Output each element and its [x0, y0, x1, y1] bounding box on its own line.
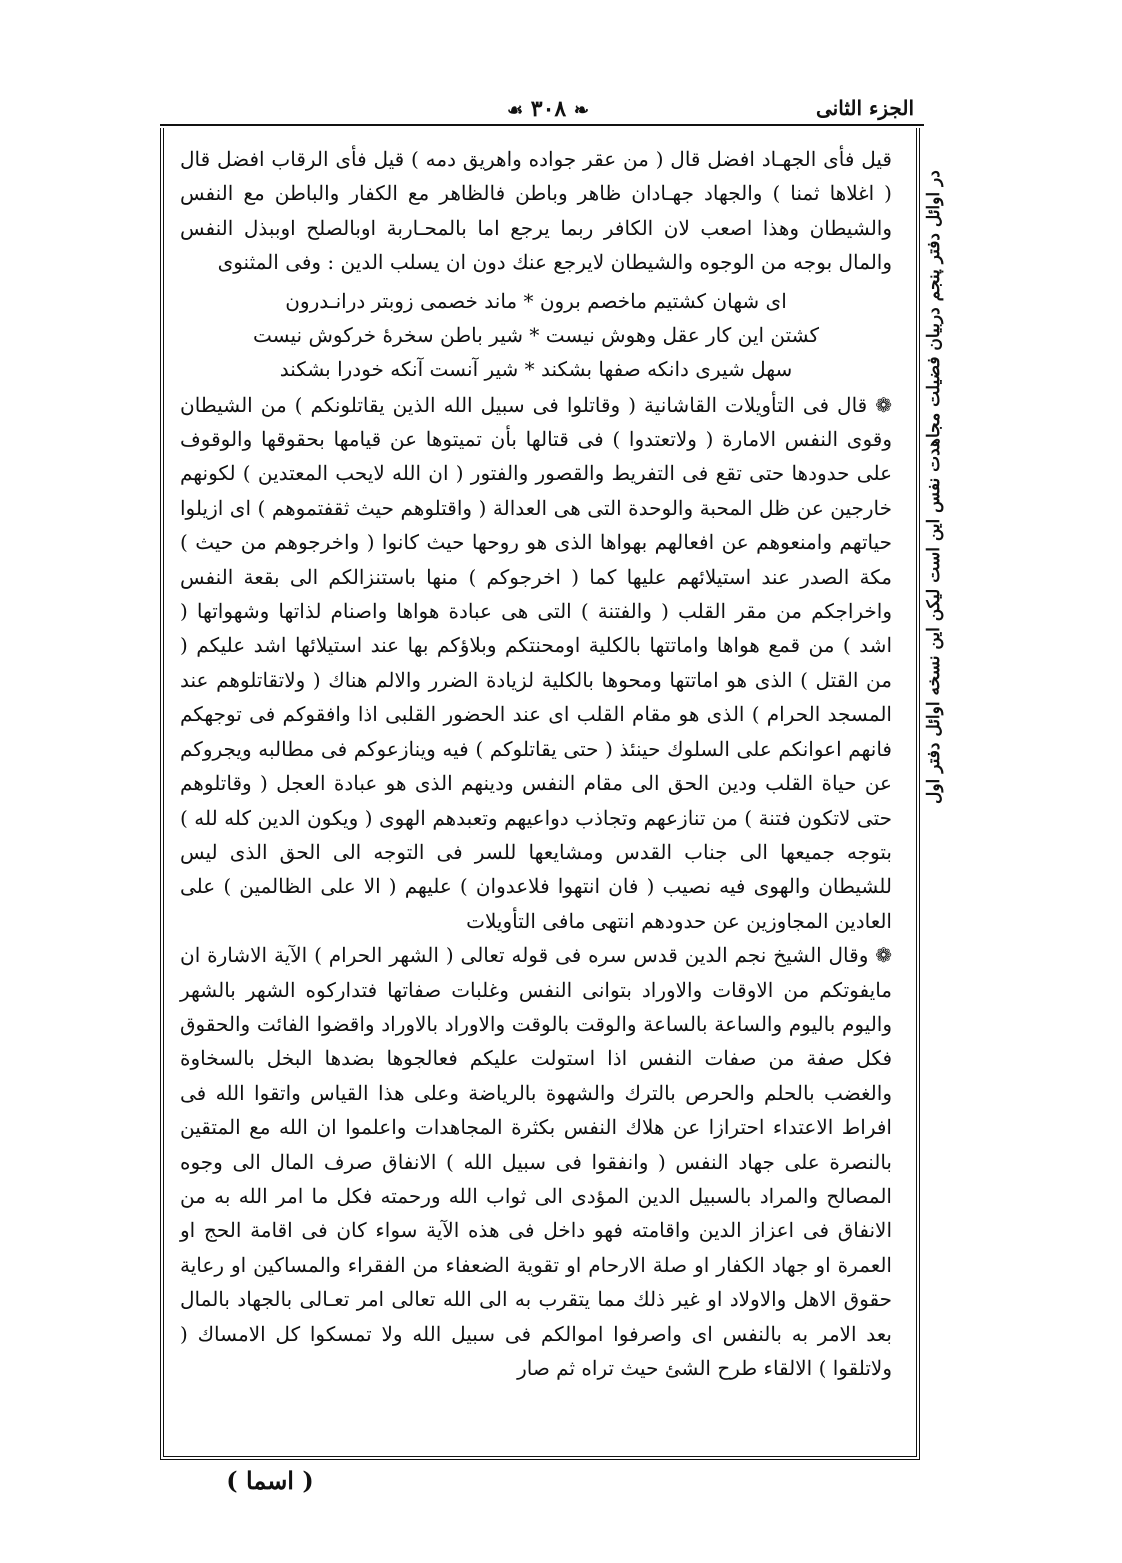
paragraph-2: ❁ قال فى التأويلات القاشانية ( وقاتلوا فى سبيل الله الذين يقاتلونكم ) من الشيطان وقوى النفس الامارة ( ولاتعتدوا ) فى قتالها بأن تميتوها عن قيامها بحقوقها والوقوف على حدودها حتى تقع فى التفريط والقصور والفتور ( ان الله لايحب المعتدين ) لكونهم خارجين عن ظل المحبة والوحدة التى هى العدالة ( واقتلوهم حيث ثقفتموهم ) اى ازيلوا حياتهم وامنعوهم عن افعالهم بهواها الذى هو روحها حيث كانوا ( واخرجوهم من حيث ) مكة الصدر عند استيلائهم عليها كما ( اخرجوكم ) منها باستنزالكم الى بقعة النفس واخراجكم من مقر القلب ( والفتنة ) التى هى عبادة هواها واصنام لذاتها وشهواتها ( اشد ) من قمع هواها واماتتها بالكلية اومحنتكم وبلاؤكم بها عند استيلائها اشد عليكم ( من القتل ) الذى هو اماتتها ومحوها بالكلية لزيادة الضرر والالم هناك ( ولاتقاتلوهم عند المسجد الحرام ) الذى هو مقام القلب اى عند الحضور القلبى اذا وافقوكم فى توجهكم فانهم اعوانكم على السلوك حينئذ ( حتى يقاتلوكم ) فيه وينازعوكم فى مطالبه ويجروكم عن حياة القلب ودين الحق الى مقام النفس ودينهم الذى هو عبادة العجل ( وقاتلوهم حتى لاتكون فتنة ) من تنازعهم وتجاذب دواعيهم وتعبدهم الهوى ( ويكون الدين كله لله ) بتوجه جميعها الى جناب القدس ومشايعها للسر فى التوجه الى الحق الذى ليس للشيطان والهوى فيه نصيب ( فان انتهوا فلاعدوان ) عليهم ( الا على الظالمين ) على العادين المجاوزين عن حدودهم انتهى مافى التأويلات — [180, 392, 893, 933]
page-number: ٣٠٨ — [530, 96, 567, 122]
page-number-header — [468, 96, 628, 122]
paragraph-3: ❁ وقال الشيخ نجم الدين قدس سره فى قوله تعالى ( الشهر الحرام ) الآية الاشارة ان مايفوتكم من الاوقات والاوراد بتوانى النفس وغلبات صفاتها فتداركوه الشهر بالشهر واليوم باليوم والساعة بالساعة والوقت بالوقت والاوراد بالاوراد واقضوا الفائت والحقوق فكل صفة من صفات النفس اذا استولت عليكم فعالجوها بضدها البخل بالسخاوة والغضب بالحلم والحرص بالترك والشهوة بالرياضة وعلى هذا القياس واتقوا الله فى افراط الاعتداء احترازا عن هلاك النفس بكثرة المجاهدات واعلموا ان الله مع المتقين بالنصرة على جهاد النفس ( وانفقوا فى سبيل الله ) الانفاق صرف المال الى وجوه المصالح والمراد بالسبيل الدين المؤدى الى ثواب الله ورحمته فكل ما امر الله به من الانفاق فى اعزاز الدين واقامته فهو داخل فى هذه الآية سواء كان فى اقامة الحج او العمرة او جهاد الكفار او صلة الارحام او تقوية الضعفاء من الفقراء والمساكين او رعاية حقوق الاهل والاولاد او غير ذلك مما يتقرب به الى الله تعالى امر تعـالى بالجهاد بالمال بعد الامر به بالنفس اى واصرفوا اموالكم فى سبيل الله ولا تمسكوا كل الامساك ( ولاتلقوا ) الالقاء طرح الشئ حيث تراه ثم صار — [180, 943, 893, 1380]
paragraph-1: قيل فأى الجهـاد افضل قال ( من عقر جواده واهريق دمه ) قيل فأى الرقاب افضل قال ( اغلاها ثمنا ) والجهاد جهـادان ظاهر وباطن فالظاهر مع الكفار والباطن مع النفس والشيطان وهذا اصعب لان الكافر ربما يرجع اما بالمحـاربة اوبالصلح اوببذل النفس والمال بوجه من الوجوه والشيطان لايرجع عنك دون ان يسلب الدين : وفى المثنوى — [180, 147, 892, 275]
margin-note: در اوائل دفتر پنجم دربيان فضيلت مجاهدت نفس اين است ليكن اين نسخه اوائل دفتر اول — [924, 170, 944, 804]
verse-line-3: سهل شيرى دانكه صفها بشكند * شير آنست آنكه خودرا بشكند — [279, 356, 793, 381]
signature-mark: ( اسما ) — [226, 1466, 314, 1495]
ornament-right-icon: ☙ — [506, 100, 524, 121]
header-rule — [160, 124, 924, 126]
main-text — [180, 142, 892, 1448]
verse-line-1: اى شهان كشتيم ماخصم برون * ماند خصمى زوبتر درانـدرون — [285, 288, 787, 313]
poem-verses — [180, 284, 892, 386]
verse-line-2: كشتن اين كار عقل وهوش نيست * شير باطن سخرهٔ خركوش نيست — [253, 322, 819, 347]
ornament-left-icon: ❧ — [573, 100, 590, 121]
part-title: الجزء الثانى — [816, 96, 914, 120]
